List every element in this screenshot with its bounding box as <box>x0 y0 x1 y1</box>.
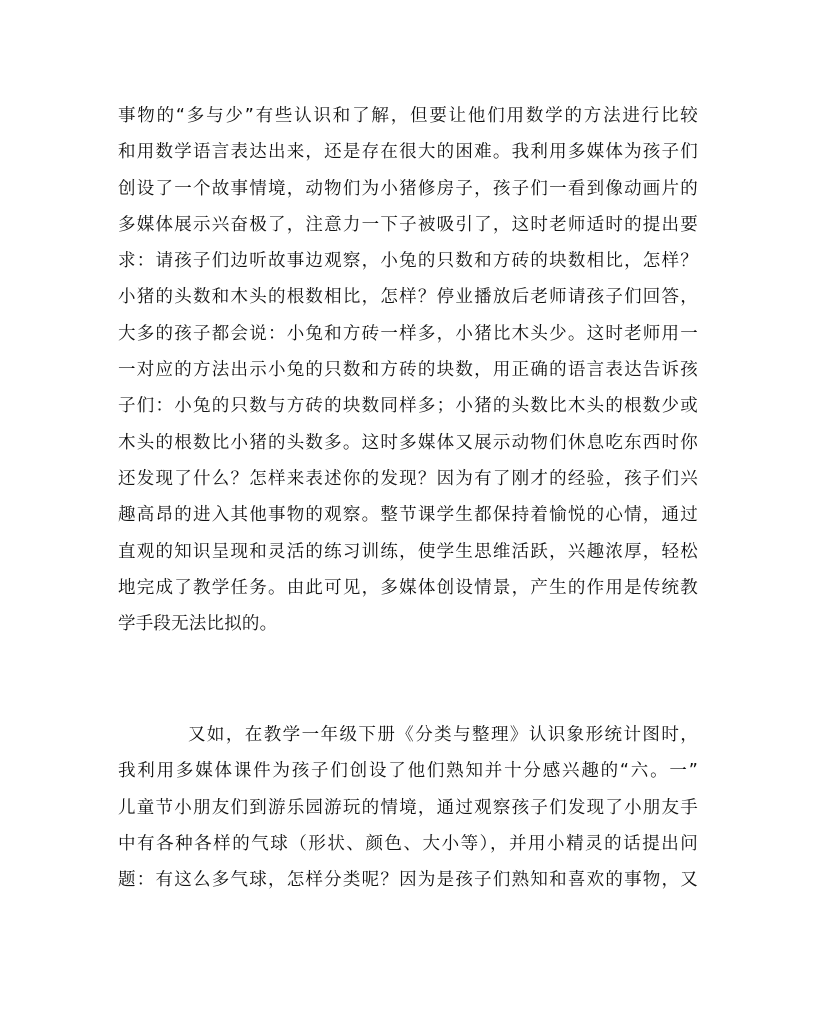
text-line: 事物的“多与少”有些认识和了解，但要让他们用数学的方法进行比较 <box>118 106 698 126</box>
text-line: 学手段无法比拟的。 <box>118 614 278 635</box>
text-line: 题：有这么多气球，怎样分类呢？因为是孩子们熟知和喜欢的事物，又 <box>118 870 698 891</box>
text-line: 又如，在教学一年级下册《分类与整理》认识象形统计图时， <box>188 725 698 745</box>
text-line: 还发现了什么？怎样来表述你的发现？因为有了刚才的经验，孩子们兴 <box>118 468 698 489</box>
text-line: 木头的根数比小猪的头数多。这时多媒体又展示动物们休息吃东西时你 <box>118 432 698 453</box>
paragraph-2 <box>118 717 698 898</box>
text-line: 子们：小兔的只数与方砖的块数同样多；小猪的头数比木头的根数少或 <box>118 396 698 417</box>
text-line: 我利用多媒体课件为孩子们创设了他们熟知并十分感兴趣的“六。一” <box>118 761 698 782</box>
text-line: 大多的孩子都会说：小兔和方砖一样多，小猪比木头少。这时老师用一 <box>118 323 698 344</box>
text-line: 多媒体展示兴奋极了，注意力一下子被吸引了，这时老师适时的提出要 <box>118 214 698 235</box>
text-line: 创设了一个故事情境，动物们为小猪修房子，孩子们一看到像动画片的 <box>118 178 698 199</box>
text-line: 地完成了教学任务。由此可见，多媒体创设情景，产生的作用是传统教 <box>118 577 698 598</box>
text-line: 直观的知识呈现和灵活的练习训练，使学生思维活跃，兴趣浓厚，轻松 <box>118 541 698 562</box>
text-line: 一对应的方法出示小兔的只数和方砖的块数，用正确的语言表达告诉孩 <box>118 360 698 381</box>
text-line: 中有各种各样的气球（形状、颜色、大小等），并用小精灵的话提出问 <box>118 833 698 854</box>
text-line: 趣高昂的进入其他事物的观察。整节课学生都保持着愉悦的心情，通过 <box>118 505 698 526</box>
text-line: 求：请孩子们边听故事边观察，小兔的只数和方砖的块数相比，怎样？ <box>118 251 698 272</box>
text-line: 小猪的头数和木头的根数相比，怎样？停业播放后老师请孩子们回答， <box>118 287 698 308</box>
text-line: 和用数学语言表达出来，还是存在很大的困难。我利用多媒体为孩子们 <box>118 142 698 163</box>
text-line: 儿童节小朋友们到游乐园游玩的情境，通过观察孩子们发现了小朋友手 <box>118 797 698 818</box>
paragraph-1 <box>118 98 698 642</box>
